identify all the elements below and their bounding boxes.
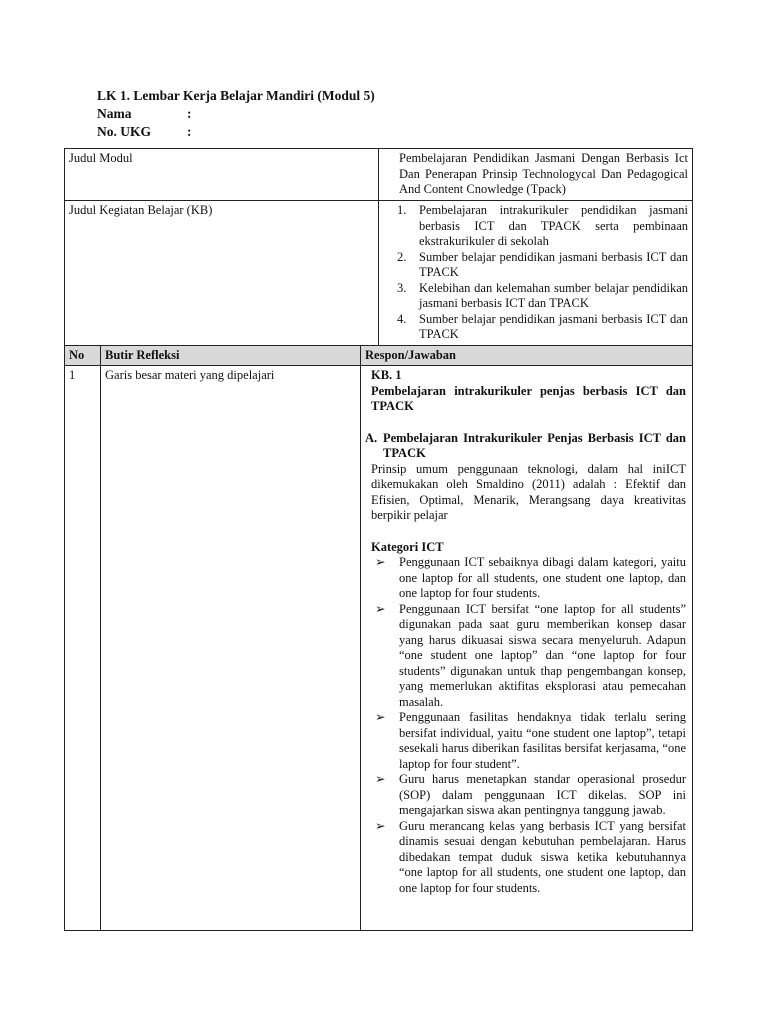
kategori-list [371,555,686,896]
worksheet-title: LK 1. Lembar Kerja Belajar Mandiri (Modul 5) [97,88,375,103]
arrow-bullet-icon: ➢ [375,710,386,724]
worksheet-header [97,87,375,141]
prinsip-paragraph: Prinsip umum penggunaan teknologi, dalam hal iniICT dikemukakan oleh Smaldino (2011) adalah : Efektif dan Efisien, Optimal, Menarik, Merangsang daya kreativitas berpikir pelajar [371,461,686,522]
list-item: ➢ Penggunaan ICT bersifat “one laptop for all students” digunakan pada saat guru memberikan konsep dasar yang harus dikuasai siswa secara menyeluruh. Adapun “one student one laptop” dan “one laptop for four students” digunakan untuk thap pengembangan konsep, yang memerlukan aktifitas eksplorasi atau pemecahan masalah. [371,602,686,711]
modul-label: Judul Modul [65,149,379,201]
section-a-heading: A. Pembelajaran Intrakurikuler Penjas Berbasis ICT dan TPACK [365,430,686,460]
nama-label: Nama [97,106,132,121]
arrow-bullet-icon: ➢ [375,601,386,616]
kegiatan-item: 3. Kelebihan dan kelemahan sumber belajar pendidikan jasmani berbasis ICT dan TPACK [397,280,688,310]
kategori-title: Kategori ICT [371,539,444,554]
header-no: No [65,345,101,366]
arrow-bullet-icon: ➢ [375,555,386,569]
kegiatan-item: 1. Pembelajaran intrakurikuler pendidikan jasmani berbasis ICT dan TPACK serta pembinaan ekstrakurikuler di sekolah [397,203,688,248]
modul-row [65,149,693,201]
table-header-row [65,345,693,366]
kegiatan-list-cell [379,201,693,346]
list-item: ➢ Guru harus menetapkan standar operasional prosedur (SOP) dalam penggunaan ICT dikelas. SOP ini mengajarkan siswa akan pentingnya tanggung jawab. [371,772,686,819]
kegiatan-row [65,201,693,346]
kb-subtitle: Pembelajaran intrakurikuler penjas berbasis ICT dan TPACK [371,383,686,413]
arrow-bullet-icon: ➢ [375,818,386,833]
kegiatan-list [397,203,688,343]
nama-colon: : [187,106,192,121]
ukg-colon: : [187,124,192,139]
worksheet-table [64,148,693,931]
kegiatan-item: 2. Sumber belajar pendidikan jasmani berbasis ICT dan TPACK [397,249,688,279]
list-item: ➢ Penggunaan fasilitas hendaknya tidak terlalu sering bersifat individual, yaitu “one student one laptop”, tetapi sesekali harus diberikan fasilitas bersifat kerjasama, “one laptop for four student”. [371,710,686,772]
table-row [65,366,693,931]
modul-value: Pembelajaran Pendidikan Jasmani Dengan Berbasis Ict Dan Penerapan Prinsip Technologycal Dan Pedagogical And Content Cnowledge (Tpack) [379,149,693,201]
ukg-label: No. UKG [97,124,151,139]
arrow-bullet-icon: ➢ [375,772,386,786]
kegiatan-item: 4. Sumber belajar pendidikan jasmani berbasis ICT dan TPACK [397,311,688,341]
ukg-row [97,123,375,141]
kegiatan-label: Judul Kegiatan Belajar (KB) [65,201,379,346]
row-respon [361,366,693,931]
header-respon: Respon/Jawaban [361,345,693,366]
header-butir: Butir Refleksi [101,345,361,366]
list-item: ➢ Penggunaan ICT sebaiknya dibagi dalam kategori, yaitu one laptop for all students, one student one laptop, dan one laptop for four students. [371,555,686,602]
nama-row [97,105,375,123]
kb-title: KB. 1 [371,368,402,382]
list-item: ➢ Guru merancang kelas yang berbasis ICT yang bersifat dinamis sesuai dengan kebutuhan pembelajaran. Harus dibedakan tempat duduk siswa ketika kebutuhannya “one laptop for all students, one student one laptop, dan one laptop for four students. [371,819,686,897]
row-butir: Garis besar materi yang dipelajari [101,366,361,931]
row-no: 1 [65,366,101,931]
